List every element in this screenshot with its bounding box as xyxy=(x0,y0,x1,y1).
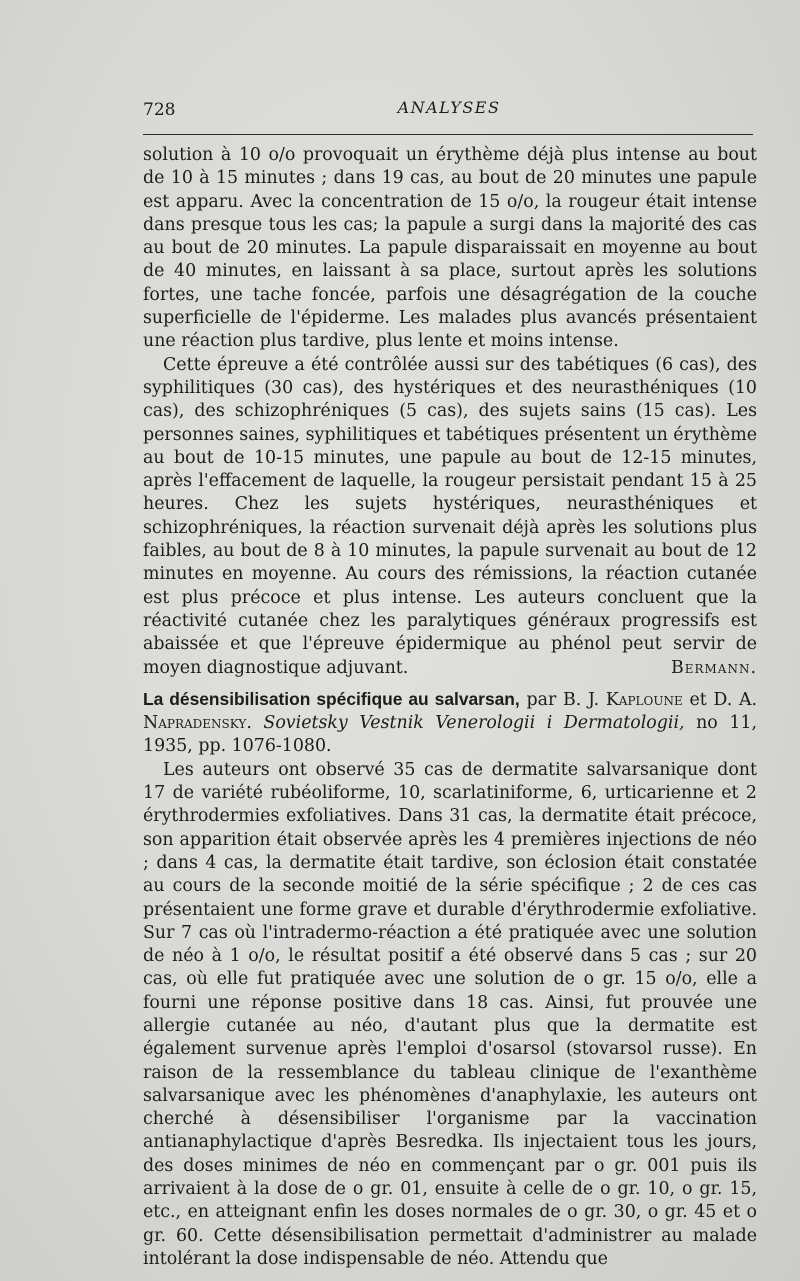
page-header xyxy=(143,100,755,130)
author-signature: Bermann. xyxy=(670,657,757,678)
page-number: 728 xyxy=(143,100,176,120)
abstract-author-1: Kaploune xyxy=(605,689,683,710)
header-rule xyxy=(143,134,753,135)
abstract-by: par B. J. xyxy=(526,689,600,710)
abstract-citation: no 11, 1935, pp. 1076-1080. xyxy=(143,713,757,757)
running-title: ANALYSES xyxy=(397,98,501,117)
abstract-and: et D. A. xyxy=(689,689,758,710)
paragraph-control-study: Cette épreuve a été contrôlée aussi sur des tabétiques (6 cas), des syphilitiques (30 cas), des hystériques et des neurasthéniques (10 cas), des schizophréniques (5 cas), des sujets sains (15 cas). Les personnes saines, syphilitiques et tabétiques présentent un érythème au bout de 10-15 minutes, une papule au bout de 12-15 minutes, après l'effacement de laquelle, la rougeur persistait pendant 15 à 25 heures. Chez les sujets hystériques, neurasthéniques et schizophréniques, la réaction survenait déjà après les solutions plus faibles, au bout de 8 à 10 minutes, la papule survenait au bout de 12 minutes en moyenne. Au cours des rémissions, la réaction cutanée est plus précoce et plus intense. Les auteurs concluent que la réactivité cutanée chez les paralytiques généraux progressifs est abaissée et que l'épreuve épidermique au phénol peut servir de moyen diagnostique adjuvant. xyxy=(143,354,757,678)
abstract-title: La désensibilisation spécifique au salvarsan, xyxy=(143,688,520,709)
page-body xyxy=(143,144,757,1271)
paragraph-continuation: solution à 10 o/o provoquait un érythème déjà plus intense au bout de 10 à 15 minutes ; dans 19 cas, au bout de 20 minutes une papule est apparu. Avec la concentration de 15 o/o, la rougeur était intense dans presque tous les cas; la papule a surgi dans la majorité des cas au bout de 20 minutes. La papule disparaissait en moyenne au bout de 40 minutes, en laissant à sa place, surtout après les solutions fortes, une tache foncée, parfois une désagrégation de la couche superficielle de l'épiderme. Les malades plus avancés présentaient une réaction plus tardive, plus lente et moins intense. xyxy=(143,145,757,352)
abstract-journal: Sovietsky Vestnik Venerologii i Dermatologii, xyxy=(263,713,685,734)
abstract-entry-heading xyxy=(143,688,757,759)
abstract-author-2: Napradensky. xyxy=(143,713,252,734)
paragraph-abstract-body: Les auteurs ont observé 35 cas de dermatite salvarsanique dont 17 de variété rubéoliforme, 10, scarlatiniforme, 6, urticarienne et 2 érythrodermies exfoliatives. Dans 31 cas, la dermatite était précoce, son apparition était observée après les 4 premières injections de néo ; dans 4 cas, la dermatite était tardive, son éclosion était constatée au cours de la seconde moitié de la série spécifique ; 2 de ces cas présentaient une forme grave et durable d'érythrodermie exfoliative. Sur 7 cas où l'intradermo-réaction a été pratiquée avec une solution de néo à 1 o/o, le résultat positif a été observé dans 5 cas ; sur 20 cas, où elle fut pratiquée avec une solution de o gr. 15 o/o, elle a fourni une réponse positive dans 18 cas. Ainsi, fut prouvée une allergie cutanée au néo, d'autant plus que la dermatite est également survenue après l'emploi d'osarsol (stovarsol russe). En raison de la ressemblance du tableau clinique de l'exanthème salvarsanique avec les phénomènes d'anaphylaxie, les auteurs ont cherché à désensibiliser l'organisme par la vaccination antianaphylactique d'après Besredka. Ils injectaient tous les jours, des doses minimes de néo en commençant par o gr. 001 puis ils arrivaient à la dose de o gr. 01, ensuite à celle de o gr. 10, o gr. 15, etc., en atteignant enfin les doses normales de o gr. 30, o gr. 45 et o gr. 60. Cette désensibilisation permettait d'administrer au malade intolérant la dose indispensable de néo. Attendu que xyxy=(143,759,757,1269)
